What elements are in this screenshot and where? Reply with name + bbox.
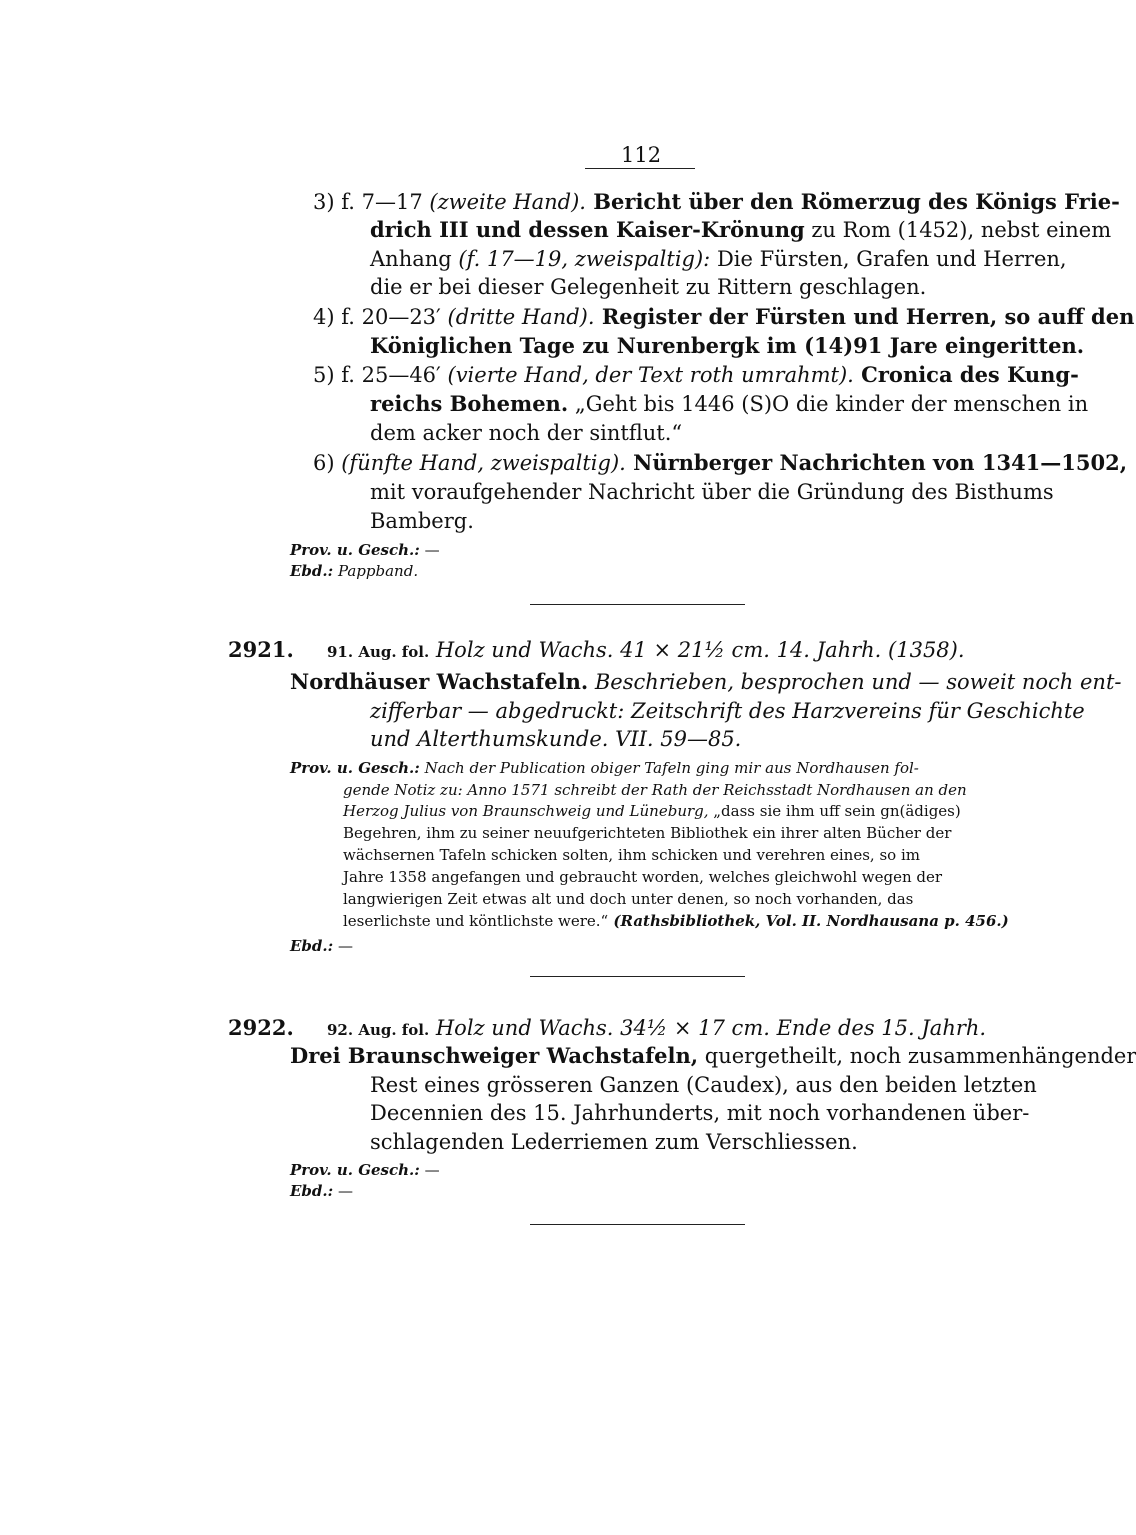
- page-number: 112: [621, 143, 662, 167]
- provenance-text: Begehren, ihm zu seiner neuufgerichteten Bibliothek ein ihrer alten Bücher der: [343, 824, 952, 842]
- provenance-line: Prov. u. Gesch.: —: [290, 541, 440, 559]
- binding-line: Ebd.: —: [290, 1182, 353, 1200]
- item-3-line: die er bei dieser Gelegenheit zu Rittern geschlagen.: [370, 275, 927, 299]
- item-4-line: 4) f. 20—23′ (dritte Hand). Register der Fürsten und Herren, so auff den: [313, 304, 1135, 329]
- item-6-line: mit voraufgehender Nachricht über die Gründung des Bisthums: [370, 480, 1054, 504]
- item-5-line: dem acker noch der sintflut.“: [370, 421, 683, 445]
- section-divider: [530, 604, 745, 605]
- entry-meta: 91. Aug. fol. Holz und Wachs. 41 × 21½ cm. 14. Jahrh. (1358).: [327, 638, 965, 662]
- item-3-line: drich III und dessen Kaiser-Krönung zu Rom (1452), nebst einem: [370, 217, 1112, 242]
- provenance-text: wächsernen Tafeln schicken solten, ihm schicken und verehren eines, so im: [343, 846, 920, 864]
- section-divider: [530, 976, 745, 977]
- item-5-line: reichs Bohemen. „Geht bis 1446 (S)O die kinder der menschen in: [370, 391, 1089, 416]
- item-5-line: 5) f. 25—46′ (vierte Hand, der Text roth umrahmt). Cronica des Kung-: [313, 362, 1079, 387]
- provenance-line: Prov. u. Gesch.: Nach der Publication obiger Tafeln ging mir aus Nordhausen fol-: [290, 759, 919, 777]
- entry-title: Drei Braunschweiger Wachstafeln, quergetheilt, noch zusammenhängender: [290, 1043, 1136, 1068]
- provenance-text: Herzog Julius von Braunschweig und Lüneburg, „dass sie ihm uff sein gn(ädiges): [343, 802, 961, 820]
- binding-line: Ebd.: Pappband.: [290, 562, 419, 580]
- entry-description: Decennien des 15. Jahrhunderts, mit noch vorhandenen über-: [370, 1101, 1030, 1125]
- provenance-text: leserlichste und köntlichste were.“ (Rathsbibliothek, Vol. II. Nordhausana p. 456.): [343, 912, 1009, 930]
- section-divider: [530, 1224, 745, 1225]
- item-4-line: Königlichen Tage zu Nurenbergk im (14)91 Jare eingeritten.: [370, 333, 1085, 358]
- binding-line: Ebd.: —: [290, 937, 353, 955]
- item-6-line: Bamberg.: [370, 509, 474, 533]
- provenance-line: Prov. u. Gesch.: —: [290, 1161, 440, 1179]
- entry-number: 2922.: [228, 1015, 294, 1040]
- entry-title: Nordhäuser Wachstafeln. Beschrieben, besprochen und — soweit noch ent-: [290, 669, 1122, 694]
- item-3-line: 3) f. 7—17 (zweite Hand). Bericht über den Römerzug des Königs Frie-: [313, 189, 1120, 214]
- item-6-line: 6) (fünfte Hand, zweispaltig). Nürnberger Nachrichten von 1341—1502,: [313, 450, 1128, 475]
- entry-number: 2921.: [228, 637, 294, 662]
- entry-description: Rest eines grösseren Ganzen (Caudex), aus den beiden letzten: [370, 1073, 1037, 1097]
- item-3-line: Anhang (f. 17—19, zweispaltig): Die Fürsten, Grafen und Herren,: [370, 247, 1067, 271]
- provenance-text: langwierigen Zeit etwas alt und doch unter denen, so noch vorhanden, das: [343, 890, 914, 908]
- page-number-rule: [585, 168, 695, 169]
- entry-description: zifferbar — abgedruckt: Zeitschrift des Harzvereins für Geschichte: [370, 699, 1085, 723]
- entry-description: schlagenden Lederriemen zum Verschliessen.: [370, 1130, 858, 1154]
- provenance-text: Jahre 1358 angefangen und gebraucht worden, welches gleichwohl wegen der: [343, 868, 943, 886]
- entry-description: und Alterthumskunde. VII. 59—85.: [370, 727, 742, 751]
- provenance-text: gende Notiz zu: Anno 1571 schreibt der Rath der Reichsstadt Nordhausen an den: [343, 781, 967, 799]
- entry-meta: 92. Aug. fol. Holz und Wachs. 34½ × 17 cm. Ende des 15. Jahrh.: [327, 1016, 987, 1040]
